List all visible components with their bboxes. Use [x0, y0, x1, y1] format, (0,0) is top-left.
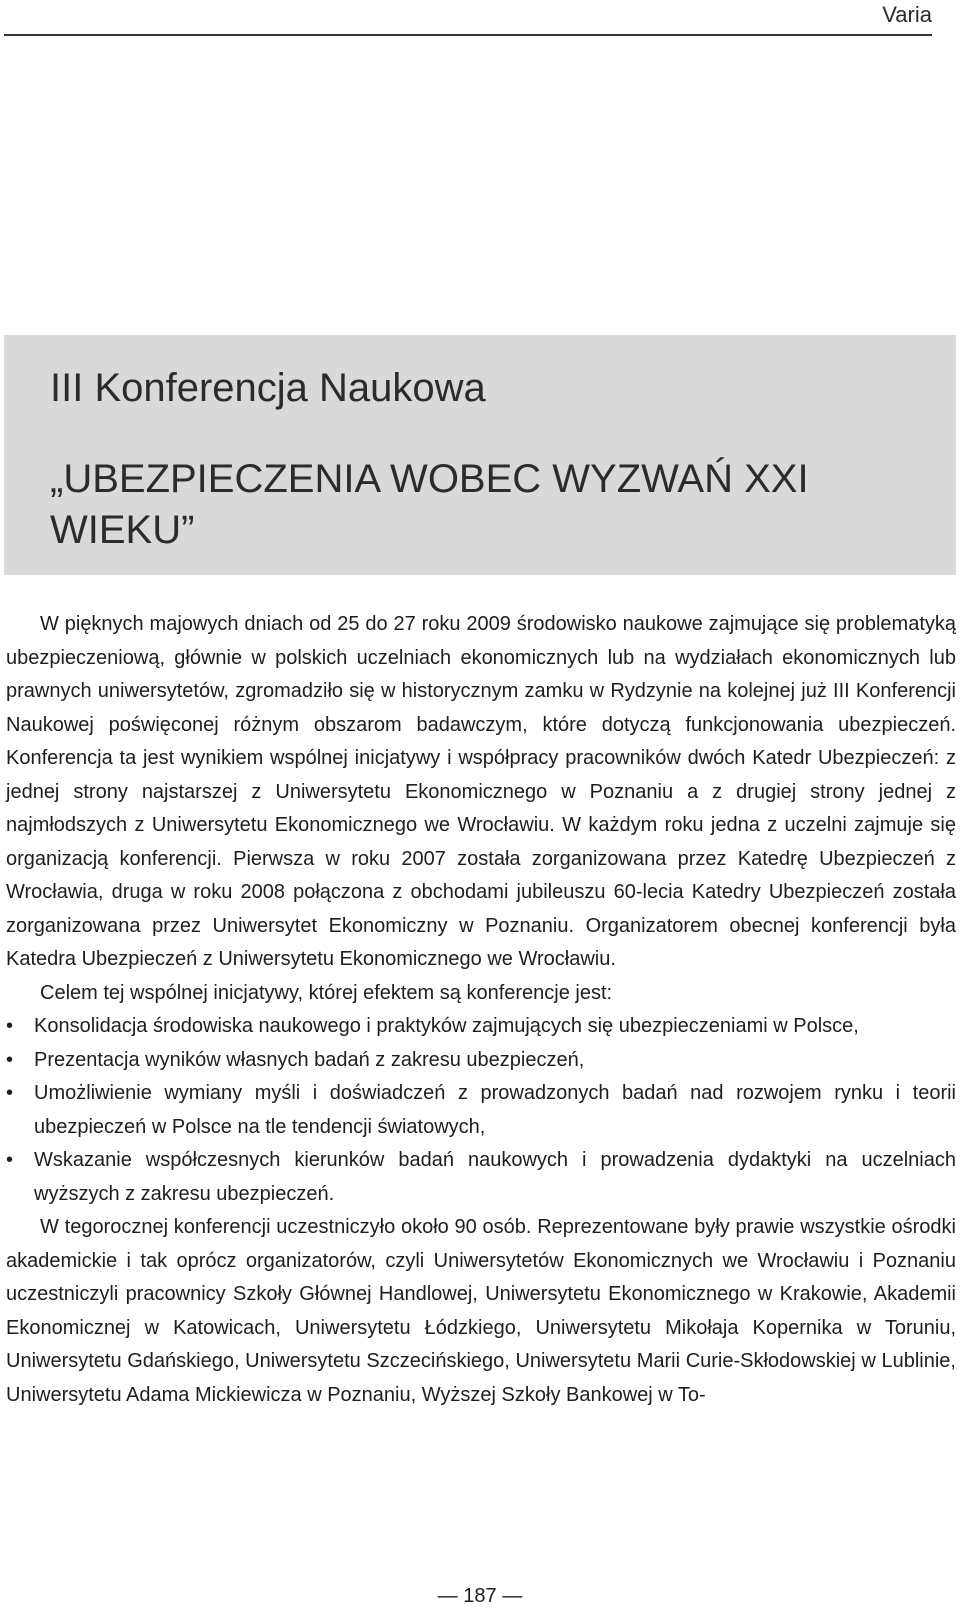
bullet-icon: •: [6, 1048, 14, 1071]
bullet-icon: •: [6, 1082, 14, 1104]
paragraph-intro: W pięknych majowych dniach od 25 do 27 roku 2009 środowisko naukowe zajmujące się problematyką ubezpieczeniową, głównie w polskich uczelniach ekonomicznych lub na wydziałach ekonomicznych lub prawnych uniwersytetów, zgromadziło się w historycznym zamku w Rydzynie na kolejnej już III Konferencji Naukowej poświęconej różnym obszarom badawczym, które dotyczą funkcjonowania ubezpieczeń. Konferencja ta jest wynikiem wspólnej inicjatywy i współpracy pracowników dwóch Katedr Ubezpieczeń: z jednej strony najstarszej z Uniwersytetu Ekonomicznego w Poznaniu a z drugiej strony jednej z najmłodszych z Uniwersytetu Ekonomicznego we Wrocławiu. W każdym roku jedna z uczelni zajmuje się organizacją konferencji. Pierwsza w roku 2007 została zorganizowana przez Katedrę Ubezpieczeń z Wrocławia, druga w roku 2008 połączona z obchodami jubileuszu 60-lecia Katedry Ubezpieczeń została zorganizowana przez Uniwersytet Ekonomiczny w Poznaniu. Organizatorem obecnej konferencji była Katedra Ubezpieczeń z Uniwersytetu Ekonomicznego we Wrocławiu.: [6, 613, 956, 970]
header-divider: [4, 34, 932, 36]
list-item-text: Konsolidacja środowiska naukowego i praktyków zajmujących się ubezpieczeniami w Polsce,: [34, 1015, 859, 1037]
list-item: [6, 1144, 956, 1211]
list-item-text: Prezentacja wyników własnych badań z zakresu ubezpieczeń,: [34, 1048, 585, 1071]
list-item: [6, 1010, 956, 1044]
list-item-text: Wskazanie współczesnych kierunków badań naukowych i prowadzenia dydaktyki na uczelniach wyższych z zakresu ubezpieczeń.: [34, 1149, 956, 1205]
list-item-text: Umożliwienie wymiany myśli i doświadczeń z prowadzonych badań nad rozwojem rynku i teorii ubezpieczeń w Polsce na tle tendencji światowych,: [34, 1082, 956, 1138]
section-label: Varia: [882, 2, 932, 27]
bullet-icon: •: [6, 1149, 14, 1171]
goals-list: [6, 1010, 956, 1211]
list-item: [6, 1077, 956, 1144]
list-item: [6, 1044, 956, 1078]
article-title-line1: III Konferencja Naukowa: [50, 366, 486, 410]
paragraph-participants: W tegorocznej konferencji uczestniczyło około 90 osób. Reprezentowane były prawie wszystkie ośrodki akademickie i tak oprócz organizatorów, czyli Uniwersytetów Ekonomicznych we Wrocławiu i Poznaniu uczestniczyli pracownicy Szkoły Głównej Handlowej, Uniwersytetu Ekonomicznego w Krakowie, Akademii Ekonomicznej w Katowicach, Uniwersytetu Łódzkiego, Uniwersytetu Mikołaja Kopernika w Toruniu, Uniwersytetu Gdańskiego, Uniwersytetu Szczecińskiego, Uniwersytetu Marii Curie-Skłodowskiej w Lublinie, Uniwersytetu Adama Mickiewicza w Poznaniu, Wyższej Szkoły Bankowej w To-: [6, 1216, 956, 1406]
article-body: [6, 608, 956, 1412]
page-number: — 187 —: [437, 1585, 523, 1607]
article-title-line2: „UBEZPIECZENIA WOBEC WYZWAŃ XXI WIEKU”: [50, 457, 809, 552]
bullet-icon: •: [6, 1015, 14, 1037]
paragraph-goals-lead: Celem tej wspólnej inicjatywy, której efektem są konferencje jest:: [40, 981, 613, 1004]
